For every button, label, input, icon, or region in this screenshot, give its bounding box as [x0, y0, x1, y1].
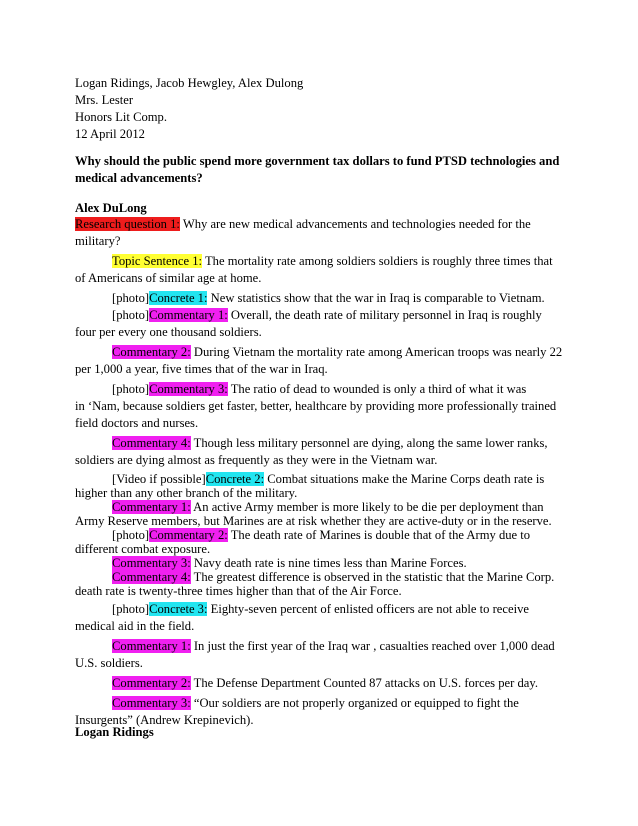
concrete-3-line: [photo]Concrete 3: Eighty-seven percent of enlisted officers are not able to receive — [112, 602, 529, 616]
authors-line: Logan Ridings, Jacob Hewgley, Alex Dulong — [75, 76, 304, 90]
commentary-1-tag: Commentary 1: — [149, 308, 228, 322]
section-heading-alex: Alex DuLong — [75, 201, 147, 215]
c2-commentary-4-tag: Commentary 4: — [112, 570, 191, 584]
c3-commentary-3-tag: Commentary 3: — [112, 696, 191, 710]
commentary-4-line: Commentary 4: Though less military personnel are dying, along the same lower ranks, — [112, 436, 548, 450]
commentary-2-line: Commentary 2: During Vietnam the mortality rate among American troops was nearly 22 — [112, 345, 563, 359]
commentary-1-line: [photo]Commentary 1: Overall, the death rate of military personnel in Iraq is roughly — [112, 308, 542, 322]
commentary-2-tag: Commentary 2: — [112, 345, 191, 359]
c2-commentary-4-line: Commentary 4: The greatest difference is observed in the statistic that the Marine Corp. — [112, 570, 555, 584]
commentary-3-line: [photo]Commentary 3: The ratio of dead to wounded is only a third of what it was — [112, 382, 527, 396]
c2-commentary-1-tag: Commentary 1: — [112, 500, 191, 514]
research-question-line: Research question 1: Why are new medical advancements and technologies needed for the — [75, 217, 531, 231]
c3-commentary-3-line: Commentary 3: “Our soldiers are not properly organized or equipped to fight the — [112, 696, 519, 710]
c3-commentary-2-line: Commentary 2: The Defense Department Counted 87 attacks on U.S. forces per day. — [112, 676, 538, 690]
teacher-line: Mrs. Lester — [75, 93, 134, 107]
c3-commentary-2-tag: Commentary 2: — [112, 676, 191, 690]
commentary-3-tag: Commentary 3: — [149, 382, 228, 396]
c2-commentary-1-line: Commentary 1: An active Army member is more likely to be die per deployment than — [112, 500, 544, 514]
research-question-tag: Research question 1: — [75, 217, 180, 231]
c2-commentary-2-line: [photo]Commentary 2: The death rate of Marines is double that of the Army due to — [112, 528, 531, 542]
c3-commentary-1-line: Commentary 1: In just the first year of the Iraq war , casualties reached over 1,000 dead — [112, 639, 555, 653]
concrete-3-tag: Concrete 3: — [149, 602, 208, 616]
c2-commentary-3-tag: Commentary 3: — [112, 556, 191, 570]
topic-sentence-tag: Topic Sentence 1: — [112, 254, 203, 268]
topic-sentence-line: Topic Sentence 1: The mortality rate among soldiers soldiers is roughly three times that — [112, 254, 553, 268]
section-heading-logan: Logan Ridings — [75, 725, 154, 739]
concrete-1-tag: Concrete 1: — [149, 291, 208, 305]
c2-commentary-2-tag: Commentary 2: — [149, 528, 228, 542]
date-line: 12 April 2012 — [75, 127, 145, 141]
essay-question: Why should the public spend more government tax dollars to fund PTSD technologies and medical advancements? — [75, 154, 560, 185]
concrete-2-line: [Video if possible]Concrete 2: Combat situations make the Marine Corps death rate is — [112, 472, 545, 486]
c3-commentary-1-tag: Commentary 1: — [112, 639, 191, 653]
course-line: Honors Lit Comp. — [75, 110, 168, 124]
commentary-4-tag: Commentary 4: — [112, 436, 191, 450]
section-body-alex: Research question 1: Why are new medical advancements and technologies needed for the military? Topic Sentence 1: The mortality rate among soldiers soldiers is roughly three times that of Americans of similar age at home. [photo]Concrete 1: New statistics show that the war in Iraq is comparable to Vietnam. [photo]Commentary 1: Overall, the death rate of military personnel in Iraq is roughly four per every one thousand soldiers. Commentary 2: During Vietnam the mortality rate among American troops was nearly 22 per 1,000 a year, five times that of the war in Iraq. [photo]Commentary 3: The ratio of dead to wounded is only a third of what it was in ‘Nam, because soldiers get faster, better, healthcare by providing more professionally trained field doctors and nurses. Commentary 4: Though less military personnel are dying, along the same lower ranks, soldiers are dying almost as frequently as they were in the Vietnam war. [Video if possible]Concrete 2: Combat situations make the Marine Corps death rate is higher than any other branch of the military. Commentary 1: An active Army member is more likely to be die per deployment than Army Reserve members, but Marines are at risk whether they are active-duty or in the reserve. [photo]Commentary 2: The death rate of Marines is double that of the Army due to different combat exposure. Commentary 3: Navy death rate is nine times less than Marine Forces. Commentary 4: The greatest difference is observed in the statistic that the Marine Corp. death rate is twenty-three times higher than that of the Air Force. [photo]Concrete 3: Eighty-seven percent of enlisted officers are not able to receive medical aid in the field. Commentary 1: In just the first year of the Iraq war , casualties reached over 1,000 dead U.S. soldiers. Commentary 2: The Defense Department Counted 87 attacks on U.S. forces per day. Commentary 3: “Our soldiers are not properly organized or equipped to fight the Insurgents” (Andrew Krepinevich). — [75, 216, 565, 729]
concrete-2-tag: Concrete 2: — [205, 472, 265, 486]
concrete-1-line: [photo]Concrete 1: New statistics show that the war in Iraq is comparable to Vietnam. — [112, 291, 545, 305]
c2-commentary-3-line: Commentary 3: Navy death rate is nine times less than Marine Forces. — [112, 556, 467, 570]
header-block — [75, 75, 565, 143]
